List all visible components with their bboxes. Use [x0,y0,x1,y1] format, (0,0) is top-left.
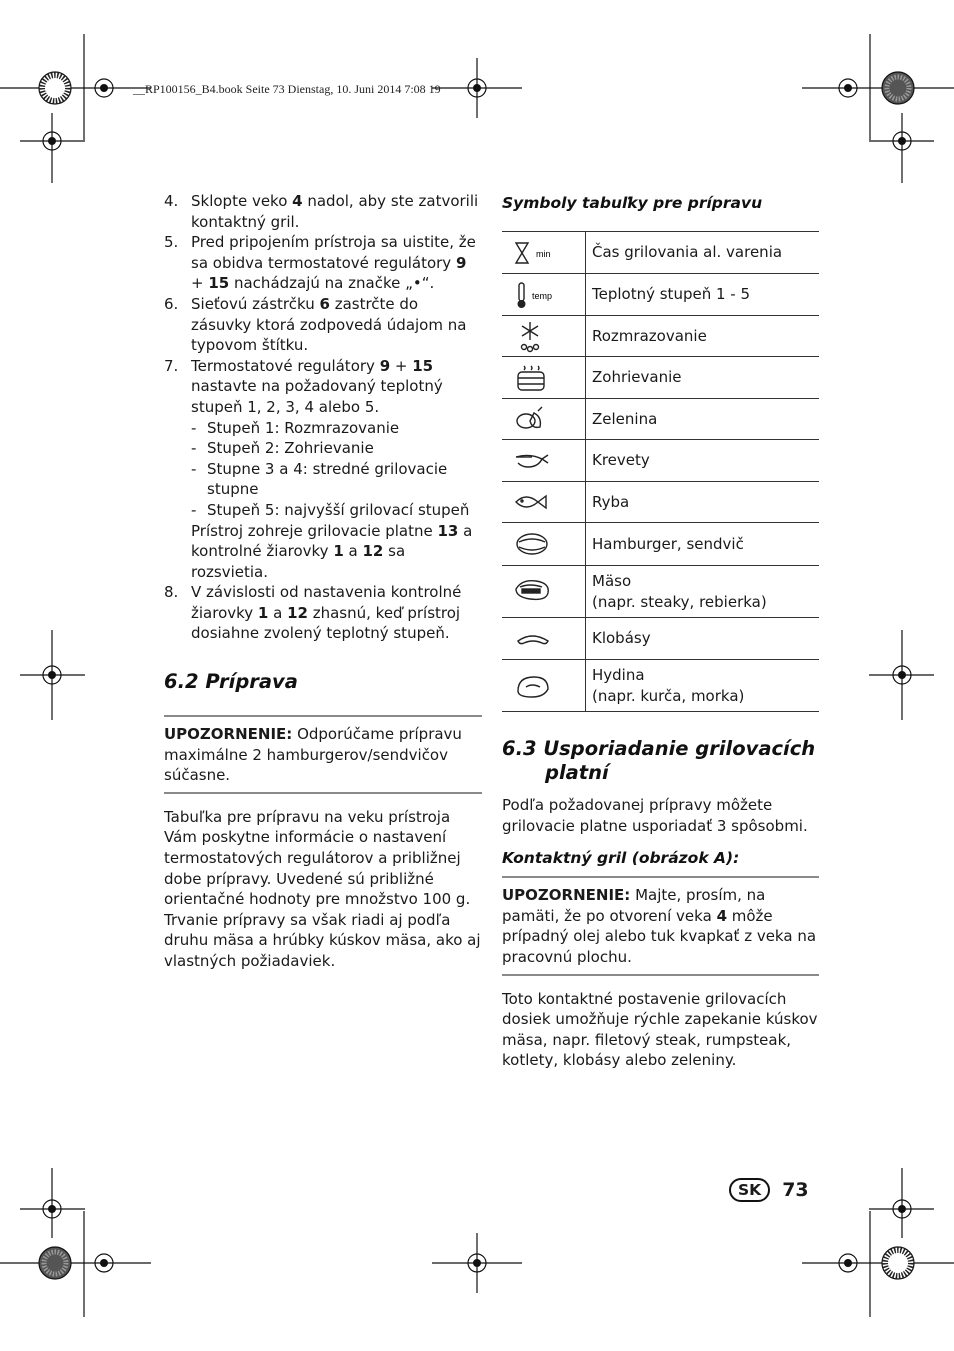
table-row [502,274,819,316]
page-number: 73 [782,1179,809,1201]
step-8 [164,582,482,644]
language-badge: SK [729,1178,770,1202]
symbols-table [502,231,819,712]
step-text: Sklopte veko 4 nadol, aby ste zatvorili kontaktný gril. [191,192,479,231]
table-cell: Mäso (napr. steaky, rebierka) [586,566,820,618]
table-row [502,316,819,357]
warning-note [164,715,482,794]
thermometer-icon [502,275,585,315]
table-row [502,660,819,712]
step-text: V závislosti od nastavenia kontrolné žiarovky 1 a 12 zhasnú, keď prístroj dosiahne zvolený teplotný stupeň. [191,583,462,643]
left-column [164,191,482,972]
table-row [502,357,819,399]
step-number: 5. [164,233,179,252]
dash-item: - Stupne 3 a 4: stredné grilovacie stupne [191,459,448,499]
table-cell: Klobásy [586,618,820,660]
step-4 [164,191,482,232]
subsection-heading: Kontaktný gril (obrázok A): [502,849,740,868]
dash-item: - Stupeň 5: najvyšší grilovací stupeň [191,500,470,519]
svg-text:min: min [536,248,551,259]
body-paragraph: Tabuľka pre prípravu na veku prístroja Vám poskytne informácie o nastavení termostatových regulátorov a približnej dobe prípravy. Uvedené sú približné orientačné hodnoty pre množstvo 100 g. Trvanie prípravy sa však riadi aj podľa druhu mäsa a hrúbky kúskov mäsa, ako aj vlastných požiadaviek. [164,807,481,970]
step-after-text: Prístroj zohreje grilovacie platne 13 a kontrolné žiarovky 1 a 12 sa rozsvietia. [191,521,473,581]
table-cell: Hydina (napr. kurča, morka) [586,660,820,712]
table-row [502,399,819,440]
poultry-icon [502,661,585,711]
warning-note: UPOZORNENIE: Majte, prosím, na pamäti, že po otvorení veka 4 môže prípadný olej alebo tuk kvapkať z veka na pracovnú plochu. [502,876,819,975]
table-cell: Ryba [586,482,820,523]
section-heading-6-2: 6.2 Príprava [164,670,298,694]
defrost-icon [502,316,585,356]
warming-icon [502,358,585,398]
section-heading-6-3: 6.3 Usporiadanie grilovacích platní [502,737,816,784]
step-6 [164,294,482,356]
fish-icon [502,482,585,522]
table-cell: Rozmrazovanie [586,316,820,357]
table-row [502,566,819,618]
step-text: Termostatové regulátory 9 + 15 nastavte na požadovaný teplotný stupeň 1, 2, 3, 4 alebo 5. - Stupeň 1: Rozmrazovanie - Stupeň 2: Zohrievanie - Stupne 3 a 4: stredné grilovacie stupne - Stupeň 5: najvyšší grilovací stupeň Prístroj zohreje grilovacie platne 13 a kontrolné žiarovky 1 a 12 sa rozsvietia. [191,356,482,583]
page-footer [729,1178,809,1202]
sausage-icon [502,619,585,659]
note-text: Odporúčame prípravu maximálne 2 hamburgerov/sendvičov súčasne. [164,725,462,785]
shrimp-icon [502,441,585,481]
hamburger-icon [502,524,585,564]
dash-item: - Stupeň 2: Zohrievanie [191,439,374,458]
table-row [502,523,819,566]
vegetables-icon [502,399,585,439]
step-text: Pred pripojením prístroja sa uistite, že sa obidva termostatové regulátory 9 + 15 nachádzajú na značke „•“. [191,233,476,293]
note-label: UPOZORNENIE: [502,886,631,905]
svg-text:temp: temp [532,290,553,301]
table-row [502,482,819,523]
note-label: UPOZORNENIE: [164,725,293,744]
instruction-steps [164,191,482,644]
table-cell: Zelenina [586,399,820,440]
intro-paragraph: Podľa požadovanej prípravy môžete grilovacie platne usporiadať 3 spôsobmi. [502,796,808,835]
step-number: 6. [164,294,179,313]
step-number: 8. [164,583,179,602]
table-row [502,618,819,660]
table-cell: Krevety [586,440,820,482]
right-column [502,191,819,1071]
step-text: Sieťovú zástrčku 6 zastrčte do zásuvky ktorá zodpovedá údajom na typovom štítku. [191,294,467,355]
step-number: 4. [164,192,179,210]
dash-item: - Stupeň 1: Rozmrazovanie [191,418,400,437]
table-cell: Zohrievanie [586,357,820,399]
table-title: Symboly tabuľky pre prípravu [502,194,763,212]
table-cell: Teplotný stupeň 1 - 5 [586,274,820,316]
hourglass-icon [502,233,585,273]
body-paragraph: Toto kontaktné postavenie grilovacích dosiek umožňuje rýchle zapekanie kúskov mäsa, napr. filetový steak, rumpsteak, kotlety, klobásy alebo zeleniny. [502,989,818,1070]
table-row [502,232,819,274]
step-7 [164,356,482,583]
step-5 [164,232,482,294]
table-row [502,440,819,482]
table-cell: Čas grilovania al. varenia [586,232,820,274]
step-number: 7. [164,356,179,375]
meat-icon [502,567,585,617]
print-header-line: __RP100156_B4.book Seite 73 Dienstag, 10. Juni 2014 7:08 19 [133,82,441,96]
table-cell: Hamburger, sendvič [586,523,820,566]
